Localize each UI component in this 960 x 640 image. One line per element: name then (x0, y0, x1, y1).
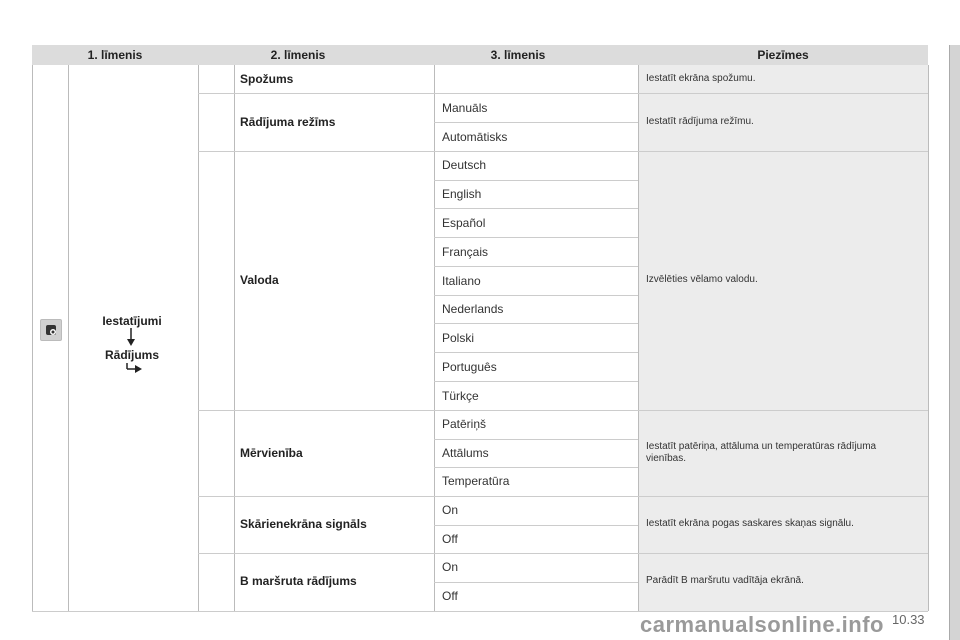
option-divider (434, 295, 638, 296)
note-brightness: Iestatīt ekrāna spožumu. (646, 73, 756, 84)
row-divider (198, 496, 928, 497)
option-manual[interactable]: Manuāls (442, 101, 488, 115)
option-on[interactable]: On (442, 560, 459, 574)
table-border-left (32, 65, 33, 611)
col-divider-level3 (434, 65, 435, 611)
note-display-mode: Iestatīt rādījuma režīmu. (646, 116, 754, 127)
header-level2 (198, 45, 398, 65)
setting-units[interactable]: Mērvienība (240, 446, 303, 460)
option-off[interactable]: Off (442, 589, 458, 603)
setting-brightness[interactable]: Spožums (240, 72, 294, 86)
col-divider-level2 (198, 65, 199, 611)
option-divider (434, 266, 638, 267)
table-border-right (928, 65, 929, 611)
option-divider (434, 381, 638, 382)
option-language[interactable]: Türkçe (442, 389, 479, 403)
option-on[interactable]: On (442, 503, 459, 517)
settings-table (32, 65, 928, 611)
col-divider-icon (68, 65, 69, 611)
option-divider (434, 180, 638, 181)
option-language[interactable]: Polski (442, 331, 475, 345)
option-divider (434, 352, 638, 353)
option-language[interactable]: Deutsch (442, 158, 487, 172)
note-route-b-display: Parādīt B maršrutu vadītāja ekrānā. (646, 575, 804, 586)
option-language[interactable]: Português (442, 360, 497, 374)
option-distance[interactable]: Attālums (442, 446, 489, 460)
header-level1 (32, 45, 198, 65)
header-notes-label: Piezīmes (757, 48, 809, 62)
setting-touch-sound[interactable]: Skārienekrāna signāls (240, 517, 367, 531)
option-consumption[interactable]: Patēriņš (442, 417, 487, 431)
header-level1-label: 1. līmenis (87, 48, 143, 62)
option-divider (434, 439, 638, 440)
option-language[interactable]: English (442, 187, 482, 201)
settings-car-icon (40, 319, 62, 341)
row-divider (198, 553, 928, 554)
option-language[interactable]: Nederlands (442, 302, 504, 316)
option-automatic[interactable]: Automātisks (442, 130, 508, 144)
header-level3 (398, 45, 638, 65)
setting-display-mode[interactable]: Rādījuma režīms (240, 115, 336, 129)
col-divider-level2-inner (234, 65, 235, 611)
setting-route-b-display[interactable]: B maršruta rādījums (240, 574, 357, 588)
watermark: carmanualsonline.info (640, 612, 884, 637)
option-language[interactable]: Italiano (442, 274, 481, 288)
level1-display-label: Rādījums (104, 348, 159, 362)
option-divider (434, 208, 638, 209)
option-temperature[interactable]: Temperatūra (442, 474, 510, 488)
option-divider (434, 237, 638, 238)
header-level3-label: 3. līmenis (490, 48, 546, 62)
option-divider (434, 323, 638, 324)
page-number: 10.33 (892, 612, 925, 627)
level1-settings-label: Iestatījumi (102, 314, 162, 328)
note-units: Iestatīt patēriņa, attāluma un temperatūras rādījuma vienības. (646, 441, 877, 464)
option-divider (434, 525, 638, 526)
header-level2-label: 2. līmenis (270, 48, 326, 62)
arrow-down-icon (126, 328, 136, 346)
note-touch-sound: Iestatīt ekrāna pogas saskares skaņas signālu. (646, 518, 854, 529)
row-divider (198, 93, 928, 94)
option-divider (434, 467, 638, 468)
side-scrollbar[interactable] (949, 45, 960, 640)
header-notes (638, 45, 928, 65)
row-divider (198, 151, 928, 152)
option-divider (434, 122, 638, 123)
option-divider (434, 582, 638, 583)
option-off[interactable]: Off (442, 532, 458, 546)
arrow-right-icon (120, 363, 142, 375)
note-language: Izvēlēties vēlamo valodu. (646, 274, 758, 285)
row-divider (198, 410, 928, 411)
option-language[interactable]: Français (442, 245, 489, 259)
setting-language[interactable]: Valoda (240, 273, 279, 287)
option-language[interactable]: Español (442, 216, 486, 230)
col-divider-notes (638, 65, 639, 611)
